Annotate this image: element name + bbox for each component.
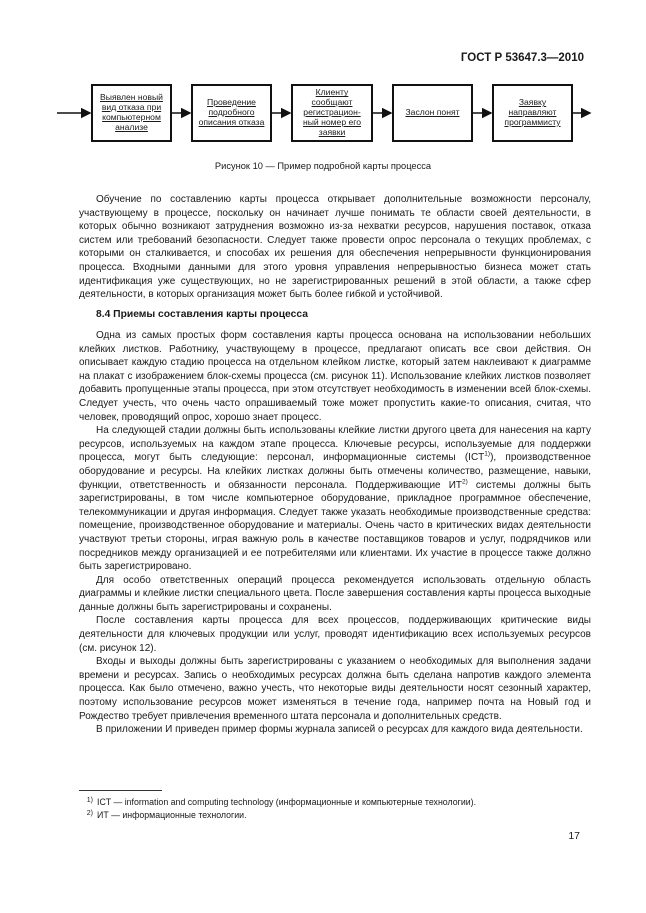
section-heading: 8.4 Приемы составления карты процесса bbox=[96, 309, 308, 320]
flow-box-2: Проведение подробного описания отказа bbox=[191, 84, 272, 142]
paragraph-4: Для особо ответственных операций процесса рекомендуется использовать отдельную область диаграммы и клейкие листки специального цвета. После завершения составления карты процесса выходные данные должны быть зарегистрированы и сохранены. bbox=[79, 574, 591, 613]
page-number: 17 bbox=[568, 830, 580, 842]
paragraph-3: На следующей стадии должны быть использованы клейкие листки другого цвета для нанесения на карту ресурсов, используемых на каждом этапе процесса. Ключевые ресурсы, используемые для поддержки процесса, могут быть следующие: персонал, информационные системы (ICT$^{1)}$), производственное оборудование и ресурсы. На клейких листках должны быть отмечены количество, размещение, навыки, функции, ответственность и обязанности персонала. Поддерживающие ИТ$^{2)}$ системы должны быть зарегистрированы, в том числе компьютерное оборудование, прикладное программное обеспечение, телекоммуникации и другая информация. Следует также указать необходимые производственные средства: помещение, производственное оборудование и материалы. Очень часто в критических видах деятельности участвуют третьи стороны, играя важную роль в качестве поставщиков товаров и услуг, подрядчиков или посредников между организацией и ее потребителями или клиентами. Их участие в процессе также должно быть зарегистрировано. bbox=[79, 425, 591, 573]
paragraph-text: Обучение по составлению карты процесса открывает дополнительные возможности персоналу, участвующему в процессе, поскольку он начинает лучше понимать те области своей деятельности, в которых обычно возникают затруднения возможно из-за нехватки ресурсов, нарушения поставок, отказа систем или требований безопасности. Следует также провести опрос персонала о текущих проблемах, с которыми он сталкивается, и способах их решения для обеспечения непрерывности функционирования процесса. Входными данными для этого уровня управления непрерывностью бизнеса может стать идентификация уже существующих, но не зарегистрированных решений в этой области, а также сфер деятельности, в которых организация может быть более гибкой и устойчивой. bbox=[79, 194, 591, 301]
process-flow-diagram bbox=[57, 84, 592, 146]
paragraph-1 bbox=[79, 193, 591, 302]
paragraph-2: Одна из самых простых форм составления карты процесса основана на использовании небольших клейких листков. Работнику, участвующему в процессе, предлагают описать все свои действия. Он описывает каждую стадию процесса на отдельном клейком листке, который затем наклеивают к диаграмме на плакат с изображением блок-схемы процесса (см. рисунок 11). Использование клейких листков позволяет добавить пропущенные этапы процесса, при этом отсутствует необходимость в изменении всей блок-схемы. Следует учесть, что очень часто опрашиваемый тоже может пропустить какие-то описания, считая, что человек, проводящий опрос, хорошо знает процесс. bbox=[79, 330, 591, 423]
flow-box-1: Выявлен новый вид отказа при компьютерном анализе bbox=[91, 84, 172, 142]
flow-box-4: Заслон понят bbox=[392, 84, 473, 142]
footnote-separator bbox=[79, 790, 162, 791]
flow-box-5: Заявку направляют программисту bbox=[492, 84, 573, 142]
paragraph-7: В приложении И приведен пример формы журнала записей о ресурсах для каждого вида деятельности. bbox=[96, 724, 583, 736]
footnote-ref-2: 2) bbox=[462, 478, 468, 486]
paragraph-5: После составления карты процесса для всех процессов, поддерживающих критические виды деятельности для ключевых продукции или услуг, проводят идентификацию всех используемых ресурсов (см. рисунок 12). bbox=[79, 615, 591, 654]
footnote-ref-1: 1) bbox=[484, 451, 491, 459]
document-header: ГОСТ Р 53647.3—2010 bbox=[460, 52, 584, 64]
footnote-1: 1) ICT — information and computing technology (информационные и компьютерные технологии). bbox=[86, 797, 477, 807]
paragraph-6: Входы и выходы должны быть зарегистрированы с указанием о необходимых для выполнения задачи времени и ресурсах. Запись о необходимых ресурсах должна быть сделана напротив каждого элемента процесса. Как было отмечено, важно учесть, что некоторые виды деятельности носят сезонный характер, поэтому использование ресурсов может изменяться в течение года, например почта на Новый год и Рождество требует привлечения временного штата персонала и дополнительных средств. bbox=[79, 656, 591, 722]
section-body bbox=[79, 329, 591, 737]
figure-caption: Рисунок 10 — Пример подробной карты процесса bbox=[214, 161, 432, 171]
footnote-2: 2) ИТ — информационные технологии. bbox=[86, 810, 247, 820]
flow-box-3: Клиенту сообщают регистрацион-ный номер его заявки bbox=[291, 84, 373, 142]
